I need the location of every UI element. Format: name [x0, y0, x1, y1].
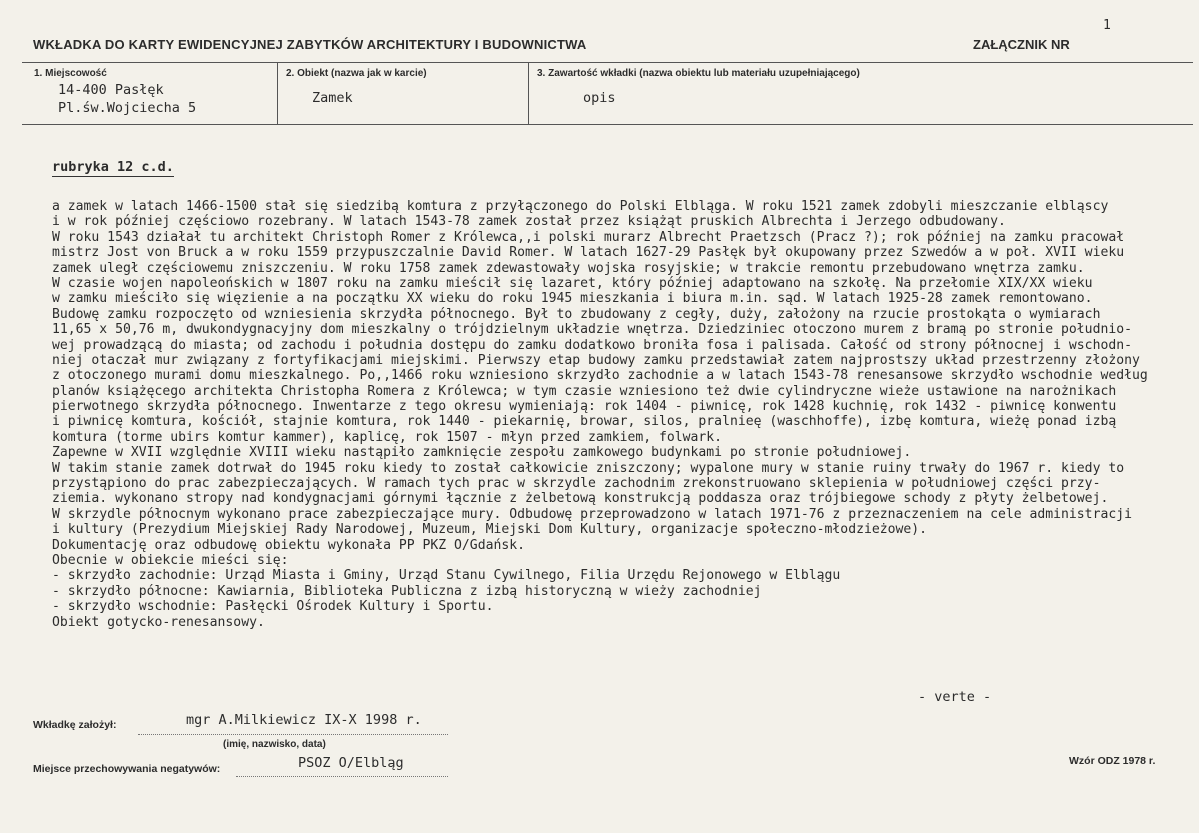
description-text	[52, 199, 1192, 630]
text-line: mistrz Jost von Bruck a w roku 1559 przypuszczalnie David Romer. W latach 1627-29 Pasłęk był okupowany przez Szwedów a w poł. XVII wieku	[52, 245, 1125, 261]
text-line: W roku 1543 działał tu architekt Christoph Romer z Królewca,,i polski murarz Albrecht Praetzsch (Pracz ?); rok później na zamku pracował	[52, 229, 1125, 245]
text-line: a zamek w latach 1466-1500 stał się siedzibą komtura z przyłączonego do Polski Elbląga. W roku 1521 zamek zdobyli mieszczanie elbląscy	[52, 199, 1109, 214]
location-label: 1. Miejscowość	[34, 68, 107, 79]
text-line: planów książęcego architekta Christopha Romera z Królewca; w tym czasie wzniesiono też dwie cylindryczne wieże ustawione na narożnikach	[52, 383, 1117, 399]
object-value: Zamek	[312, 90, 353, 106]
text-line: - skrzydło północne: Kawiarnia, Biblioteka Publiczna z izbą historyczną w wieży zachodniej	[52, 583, 762, 599]
author-value: mgr A.Milkiewicz IX-X 1998 r.	[186, 712, 422, 728]
text-line: W czasie wojen napoleońskich w 1807 roku na zamku mieścił się lazaret, który później adaptowano na szkołę. Na przełomie XIX/XX wieku	[52, 275, 1093, 291]
location-line1: 14-400 Pasłęk	[58, 82, 164, 98]
text-line: W skrzydle północnym wykonano prace zabezpieczające mury. Odbudowę przeprowadzono w latach 1971-76 z przeznaczeniem na cele administracji	[52, 506, 1132, 522]
text-line: Obiekt gotycko-renesansowy.	[52, 614, 265, 630]
content-value: opis	[583, 90, 616, 106]
page-number: 1	[1103, 18, 1111, 33]
section-heading: rubryka 12 c.d.	[52, 159, 174, 175]
author-dotted-line	[138, 734, 448, 735]
text-line: Obecnie w obiekcie mieści się:	[52, 552, 289, 568]
field-divider	[277, 63, 278, 124]
text-line: Dokumentację oraz odbudowę obiektu wykonała PP PKZ O/Gdańsk.	[52, 537, 525, 553]
text-line: niej otaczał mur związany z fortyfikacjami miejskimi. Pierwszy etap budowy zamku przedstawiał zatem najprostszy układ przestrzenny złożony	[52, 352, 1140, 368]
text-line: 11,65 x 50,76 m, dwukondygnacyjny dom mieszkalny o trójdzielnym układzie wnętrza. Dziedziniec otoczono murem z bramą po stronie południo-	[52, 322, 1132, 338]
text-line: z otoczonego murami domu mieszkalnego. Po,,1466 roku wzniesiono skrzydło zachodnie a w latach 1543-78 renesansowe skrzydło wschodnie według	[52, 368, 1148, 384]
text-line: przystąpiono do prac zabezpieczających. W ramach tych prac w skrzydle zachodnim zrekonstruowano sklepienia w południowej części przy-	[52, 476, 1101, 492]
text-line: Budowę zamku rozpoczęto od wzniesienia skrzydła północnego. Był to zbudowany z cegły, duży, założony na rzucie prostokąta o wymiarach	[52, 306, 1101, 322]
header-fields-box	[22, 62, 1193, 125]
form-model-label: Wzór ODZ 1978 r.	[1069, 755, 1156, 767]
text-line: komtura (torme ubirs komtur kammer), kaplicę, rok 1507 - młyn przed zamkiem, folwark.	[52, 429, 723, 445]
author-label: Wkładkę założył:	[33, 719, 117, 731]
text-line: i piwnicę komtura, kościół, stajnie komtura, rok 1440 - piekarnię, browar, silos, pralnieę (waschhoffe), izbę komtura, wieżę ponad izbą	[52, 414, 1117, 430]
verte-note: - verte -	[918, 689, 992, 705]
text-line: i kultury (Prezydium Miejskiej Rady Narodowej, Muzeum, Miejski Dom Kultury, organizacje społeczno-młodzieżowe).	[52, 522, 928, 538]
field-divider	[528, 63, 529, 124]
text-line: - skrzydło zachodnie: Urząd Miasta i Gminy, Urząd Stanu Cywilnego, Filia Urzędu Rejonowego w Elblągu	[52, 568, 841, 584]
storage-value: PSOZ O/Elbląg	[298, 755, 404, 771]
text-line: i w rok później częściowo rozebrany. W latach 1543-78 zamek został przez książąt pruskich Albrechta i Jerzego odbudowany.	[52, 214, 1006, 230]
form-title: WKŁADKA DO KARTY EWIDENCYJNEJ ZABYTKÓW ARCHITEKTURY I BUDOWNICTWA	[33, 37, 587, 52]
text-line: Zapewne w XVII względnie XVIII wieku nastąpiło zamknięcie zespołu zamkowego budynkami po stronie południowej.	[52, 445, 912, 461]
location-line2: Pl.św.Wojciecha 5	[58, 100, 197, 116]
text-line: W takim stanie zamek dotrwał do 1945 roku kiedy to został całkowicie zniszczony; wypalone mury w stanie ruiny trwały do 1967 r. kiedy to	[52, 460, 1125, 476]
storage-dotted-line	[236, 776, 448, 777]
text-line: ziemia. wykonano stropy nad kondygnacjami górnymi łącznie z żelbetową konstrukcją poddasza oraz trójbiegowe schody z płyty żelbetowej.	[52, 491, 1109, 507]
attachment-label: ZAŁĄCZNIK NR	[973, 37, 1070, 52]
text-line: pierwotnego skrzydła północnego. Inwentarze z tego okresu wymieniają: rok 1404 - piwnicę, rok 1428 kuchnię, rok 1432 - piwnicę konwentu	[52, 399, 1117, 415]
text-line: zamek uległ częściowemu zniszczeniu. W roku 1758 zamek zdewastowały wojska rosyjskie; w trakcie remontu przebudowano wnętrza zamku.	[52, 260, 1085, 276]
content-label: 3. Zawartość wkładki (nazwa obiektu lub materiału uzupełniającego)	[537, 68, 860, 79]
author-caption: (imię, nazwisko, data)	[223, 739, 326, 750]
text-line: wej prowadzącą do miasta; od zachodu i południa dostępu do zamku dodatkowo broniła fosa i palisada. Całość od strony północnej i wschodn-	[52, 337, 1132, 353]
text-line: - skrzydło wschodnie: Pasłęcki Ośrodek Kultury i Sportu.	[52, 599, 494, 615]
storage-label: Miejsce przechowywania negatywów:	[33, 763, 221, 775]
text-line: w zamku mieściło się więzienie a na początku XX wieku do roku 1945 mieszkania i biura m.in. sąd. W latach 1925-28 zamek remontowano.	[52, 291, 1093, 307]
object-label: 2. Obiekt (nazwa jak w karcie)	[286, 68, 427, 79]
